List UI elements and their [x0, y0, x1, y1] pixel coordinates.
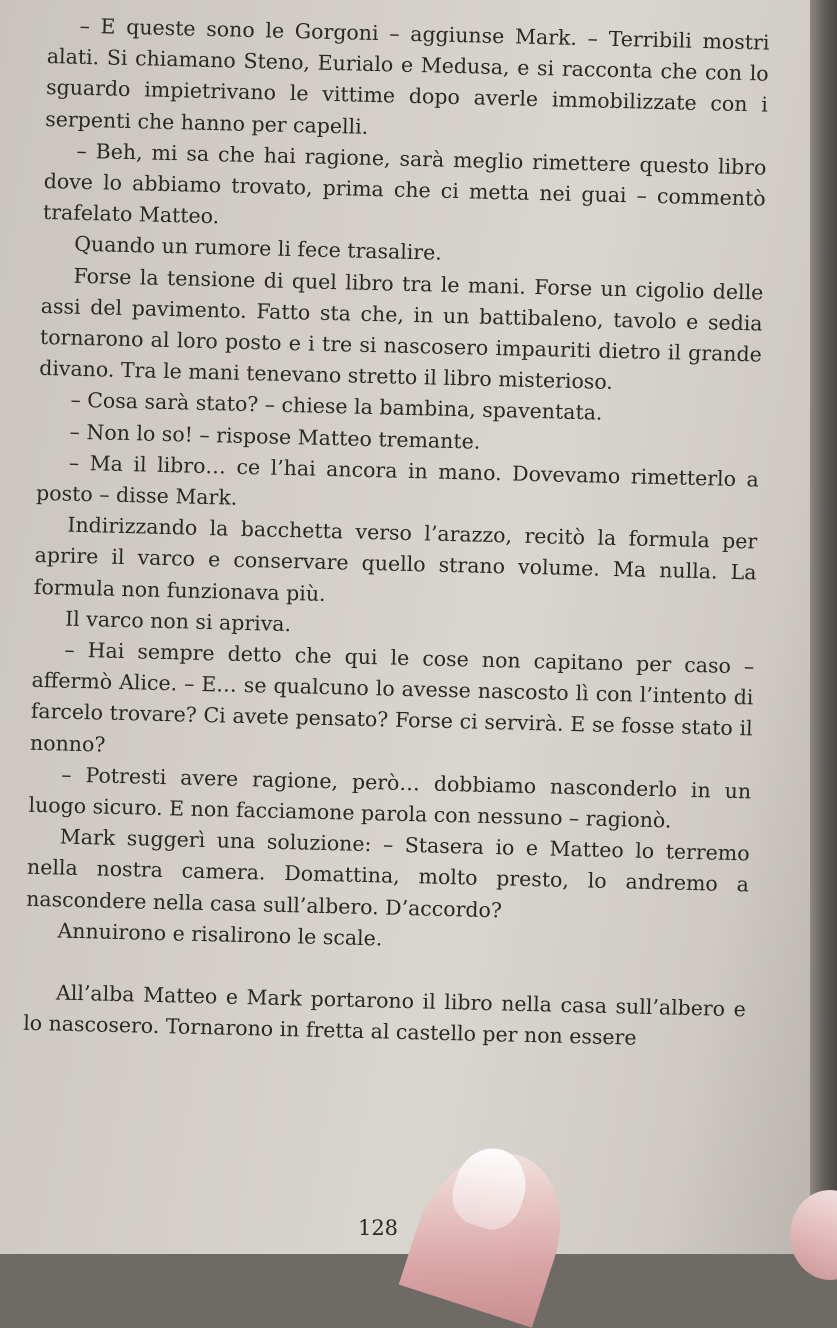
paragraph-13: Annuirono e risalirono le scale. [57, 918, 383, 951]
paragraph-5: – Cosa sarà stato? – chiese la bambina, spaventata. [70, 388, 603, 426]
paragraph-2: – Beh, mi sa che hai ragione, sarà meglio rimettere questo libro dove lo abbiamo trovato, prima che ci metta nei guai – commentò trafelato Matteo. [42, 138, 767, 229]
paragraph-1: – E queste sono le Gorgoni – aggiunse Mark. – Terribili mostri alati. Si chiamano Steno, Eurialo e Medusa, e si racconta che con lo sguardo impietrivano le vittime dopo averle immobilizzate con i serpenti che hanno per capelli. [45, 13, 770, 139]
paragraph-12: Mark suggerì una soluzione: – Stasera io e Matteo lo terremo nella nostra camera. Domattina, molto presto, lo andremo a nascondere nella casa sull’albero. D’accordo? [25, 824, 750, 923]
book-page-edge [810, 0, 837, 1254]
paragraph-8: Indirizzando la bacchetta verso l’arazzo, recitò la formula per aprire il varco e conservare quello strano volume. Ma nulla. La formula non funzionava più. [33, 512, 758, 606]
paragraph-6: – Non lo so! – rispose Matteo tremante. [69, 419, 481, 454]
page-number: 128 [357, 1216, 399, 1240]
paragraph-3: Quando un rumore li fece trasalire. [73, 232, 443, 266]
paragraph-7: – Ma il libro… ce l’hai ancora in mano. Dovevamo rimetterlo a posto – disse Mark. [35, 450, 760, 510]
paragraph-10: – Hai sempre detto che qui le cose non capitano per caso – affermò Alice. – E… se qualcuno lo avesse nascosto lì con l’intento di farcelo trovare? Ci avete pensato? Forse ci servirà. E se fosse stato il nonno? [29, 637, 755, 757]
paragraph-14: All’alba Matteo e Mark portarono il libro nella casa sull’albero e lo nascosero. Tornarono in fretta al castello per non essere [22, 980, 747, 1050]
paragraph-11: – Potresti avere ragione, però… dobbiamo nasconderlo in un luogo sicuro. E non facciamone parola con nessuno – ragionò. [28, 762, 752, 833]
paragraph-4: Forse la tensione di quel libro tra le mani. Forse un cigolio delle assi del pavimento. Fatto sta che, in un battibaleno, tavolo e sedia tornarono al loro posto e i tre si nascosero impauriti dietro il grande divano. Tra le mani tenevano stretto il libro misterioso. [38, 263, 764, 395]
paragraph-9: Il varco non si apriva. [64, 606, 292, 636]
page-body-text [23, 10, 770, 1057]
